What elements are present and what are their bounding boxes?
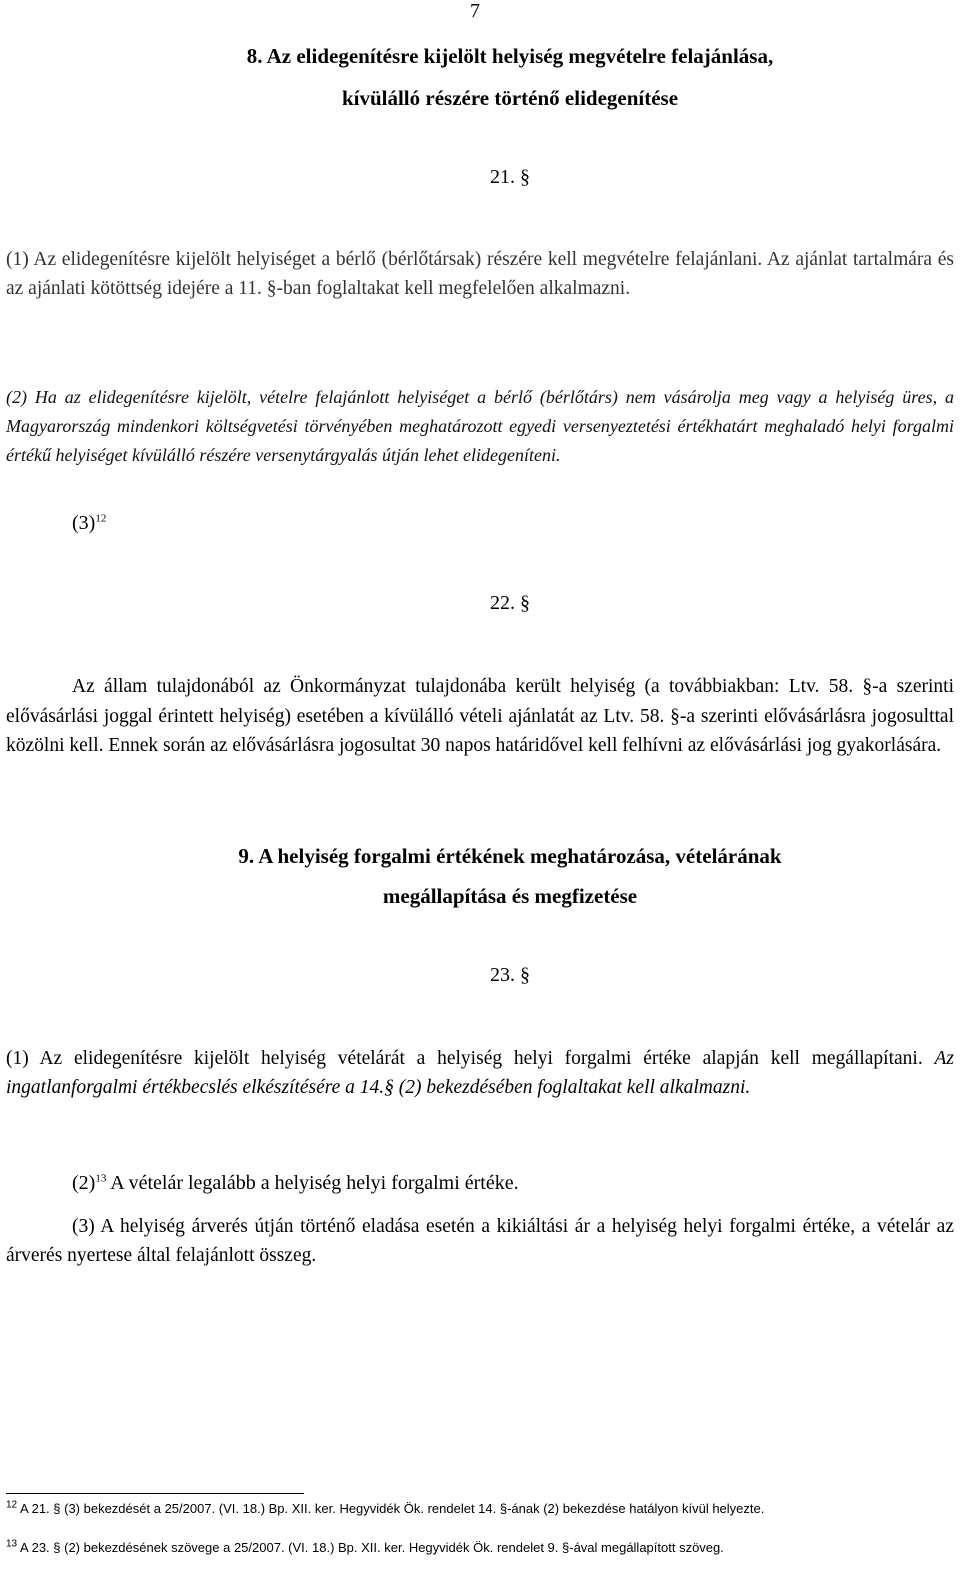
section-8-title-line1: 8. Az elidegenítésre kijelölt helyiség megvételre felajánlása, bbox=[246, 44, 774, 68]
paragraph-23-subsection-2 bbox=[72, 1172, 519, 1195]
footnote-12-number: 12 bbox=[6, 1499, 18, 1511]
paragraph-22-text: Az állam tulajdonából az Önkormányzat tulajdonába került helyiség (a továbbiakban: Ltv. 58. §-a szerinti elővásárlási joggal érintett helyiség) esetében a kívülálló vételi ajánlatát az Ltv. 58. §-a szerinti elővásárlásra jogosulttal közölni kell. Ennek során az elővásárlásra jogosultat 30 napos határidővel kell felhívni az elővásárlási jog gyakorlására. bbox=[6, 676, 954, 756]
footnote-ref-12[interactable]: 12 bbox=[95, 512, 107, 525]
footnote-12-text: A 21. § (3) bekezdését a 25/2007. (VI. 18.) Bp. XII. ker. Hegyvidék Ök. rendelet 14. §-ának (2) bekezdése hatályon kívül helyezte. bbox=[20, 1501, 765, 1516]
page-number: 7 bbox=[470, 0, 480, 22]
subsection-2-text: A vételár legalább a helyiség helyi forgalmi értéke. bbox=[110, 1172, 519, 1194]
subsection-1-italic-text: Az ingatlanforgalmi értékbecslés elkészítésére a 14.§ (2) bekezdésében foglaltakat kell alkalmazni. bbox=[6, 1048, 954, 1098]
paragraph-21-subsection-2: (2) Ha az elidegenítésre kijelölt, vételre felajánlott helyiséget a bérlő (bérlőtárs) nem vásárolja meg vagy a helyiség üres, a Magyarország mindenkori költségvetési törvényében meghatározott egyedi versenyeztetési értékhatárt meghaladó helyi forgalmi értékű helyiséget kívülálló részére versenytárgyalás útján lehet elidegeníteni. bbox=[6, 387, 954, 465]
section-9-title-line2: megállapítása és megfizetése bbox=[382, 884, 638, 908]
paragraph-23-subsection-3: (3) A helyiség árverés útján történő eladása esetén a kikiáltási ár a helyiség helyi forgalmi értéke, a vételár az árverés nyertese által felajánlott összeg. bbox=[6, 1216, 954, 1266]
footnote-13-number: 13 bbox=[6, 1538, 18, 1550]
footnote-13 bbox=[6, 1539, 954, 1557]
paragraph-23-heading: 23. § bbox=[490, 964, 530, 986]
section-8-title-line2: kívülálló részére történő elidegenítése bbox=[341, 86, 679, 110]
section-9-title-line1: 9. A helyiség forgalmi értékének meghatározása, vételárának bbox=[238, 844, 782, 868]
footnote-ref-13[interactable]: 13 bbox=[95, 1172, 107, 1185]
footnote-12 bbox=[6, 1500, 954, 1518]
footnote-13-text: A 23. § (2) bekezdésének szövege a 25/2007. (VI. 18.) Bp. XII. ker. Hegyvidék Ök. rendelet 9. §-ával megállapított szöveg. bbox=[20, 1540, 724, 1555]
subsection-3-label: (3) bbox=[72, 512, 96, 534]
paragraph-21-subsection-3 bbox=[72, 512, 106, 535]
paragraph-23-subsection-1 bbox=[6, 1044, 954, 1102]
paragraph-22-heading: 22. § bbox=[490, 592, 530, 614]
paragraph-21-subsection-1: (1) Az elidegenítésre kijelölt helyiséget a bérlő (bérlőtársak) részére kell megvételre felajánlani. Az ajánlat tartalmára és az ajánlati kötöttség idejére a 11. §-ban foglaltakat kell megfelelően alkalmazni. bbox=[6, 249, 954, 299]
paragraph-21-heading: 21. § bbox=[490, 166, 530, 188]
subsection-1-text: (1) Az elidegenítésre kijelölt helyiség vételárát a helyiség helyi forgalmi értéke alapján kell megállapítani. bbox=[6, 1048, 923, 1069]
subsection-2-label: (2) bbox=[72, 1172, 96, 1194]
footnote-divider bbox=[6, 1493, 304, 1494]
